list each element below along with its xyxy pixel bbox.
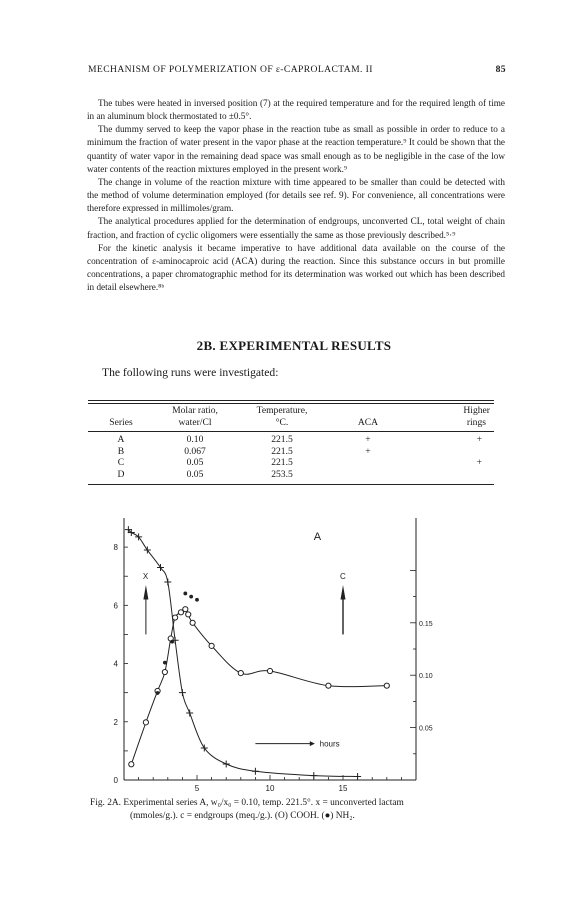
paragraph: The analytical procedures applied for the determination of endgroups, unconverted CL, total weight of chain fraction, and fraction of cyclic oligomers were essentially the same as those previously described.⁵·⁹ — [87, 216, 505, 240]
header-degrees: °C. — [275, 417, 289, 428]
header-temperature: Temperature, — [256, 405, 308, 417]
figure-caption — [90, 797, 510, 823]
x-tick-label: 10 — [265, 784, 275, 793]
header-series: Series — [109, 417, 133, 428]
table-row: B 0.067 221.5 + — [117, 445, 371, 457]
point-nh2 — [195, 598, 199, 602]
point-cooh — [384, 683, 389, 688]
point-cooh — [326, 683, 331, 688]
curve-label-x: X — [142, 572, 149, 582]
x-tick-label: 15 — [338, 784, 348, 793]
y-left-tick-label: 6 — [113, 601, 118, 611]
point-nh2 — [170, 640, 174, 644]
arrow-c-head — [341, 585, 346, 600]
y-right-tick-label: 0.15 — [419, 620, 433, 628]
table-bottom-rule — [88, 484, 494, 485]
header-aca: ACA — [357, 417, 379, 428]
point-nh2 — [163, 661, 167, 665]
point-x-lactam — [164, 579, 171, 586]
paragraph: For the kinetic analysis it became imperative to have additional data available on the course of the concentration of ε-aminocaproic acid (ACA) during the reaction. Since this substance occurs in but promille concentrations, a paper chromatographic method for its determination was worked out which has been described in detail elsewhere.⁸ᵇ — [87, 242, 505, 293]
arrow-x-head — [143, 585, 148, 600]
point-cooh — [186, 612, 191, 617]
point-cooh — [209, 643, 214, 648]
caption-line: Fig. 2A. Experimental series A, w₀/x₀ = 0.10, temp. 221.5°. x = unconverted lactam — [90, 798, 404, 808]
header-molar-ratio: Molar ratio, — [172, 405, 218, 417]
y-left-tick-label: 4 — [113, 659, 118, 669]
paragraph: The change in volume of the reaction mixture with time appeared to be smaller than could be detected with the method of volume determination employed (for details see ref. 9). For convenience, all concentrations were therefore expressed in millimoles/gram. — [87, 176, 505, 214]
y-right-tick-label: 0.05 — [419, 725, 433, 733]
section-intro: The following runs were investigated: — [102, 366, 279, 379]
point-x-lactam — [354, 773, 361, 780]
point-x-lactam — [223, 760, 230, 767]
y-right-tick-label: 0.10 — [419, 673, 433, 681]
paragraph: The dummy served to keep the vapor phase in the reaction tube as small as possible in order to reduce to a minimum the fraction of water present in the vapor phase at the reaction temperature.⁹ It could be shown that the quantity of water vapor in the remaining dead space was small enough as to be negligible in the case of the low water contents of the reaction mixtures employed in the present work.⁹ — [87, 124, 505, 174]
table-header-rule — [88, 431, 494, 432]
point-cooh — [183, 607, 188, 612]
panel-label: A — [313, 530, 322, 543]
series-c-line — [131, 609, 386, 764]
runs-table-grid — [88, 404, 494, 481]
point-x-lactam — [252, 768, 259, 775]
table-row: D 0.05 253.5 — [117, 469, 293, 481]
kinetics-chart — [100, 508, 440, 793]
running-head-title: MECHANISM OF POLYMERIZATION OF ε-CAPROLACTAM. II — [88, 64, 373, 75]
section-heading: 2B. EXPERIMENTAL RESULTS — [196, 338, 392, 353]
x-tick-label: 5 — [194, 784, 200, 793]
arrow-hours-head — [310, 741, 315, 746]
point-nh2 — [189, 595, 193, 599]
point-cooh — [173, 615, 178, 620]
point-x-lactam — [310, 772, 317, 779]
point-nh2 — [156, 691, 160, 695]
header-rings: rings — [466, 417, 486, 428]
point-nh2 — [183, 592, 187, 596]
runs-table — [88, 400, 494, 485]
page-number: 85 — [495, 64, 506, 75]
header-water-cl: water/Cl — [178, 417, 212, 428]
point-cooh — [129, 762, 134, 767]
point-x-lactam — [186, 710, 193, 717]
point-cooh — [162, 669, 167, 674]
caption-line: (mmoles/g.). c = endgroups (meq./g.). (O) COOH. (●) NH₂. — [130, 811, 355, 821]
paragraph: The tubes were heated in inversed position (7) at the required temperature and for the required length of time in an aluminum block thermostated to ±0.5°. — [87, 98, 505, 122]
point-cooh — [143, 720, 148, 725]
body-text — [87, 97, 505, 294]
x-unit-label: hours — [319, 739, 340, 749]
figure-2a — [100, 508, 440, 798]
y-left-tick-label: 0 — [113, 776, 118, 785]
point-cooh — [238, 671, 243, 676]
header-higher: Higher — [463, 405, 490, 417]
curve-label-c: C — [340, 572, 346, 582]
y-left-tick-label: 8 — [113, 543, 118, 553]
y-left-tick-label: 2 — [113, 717, 118, 727]
point-cooh — [190, 620, 195, 625]
point-x-lactam — [179, 689, 186, 696]
point-cooh — [267, 668, 272, 673]
table-row: A 0.10 221.5 + + — [117, 433, 482, 445]
table-row: C 0.05 221.5 + — [117, 457, 482, 469]
